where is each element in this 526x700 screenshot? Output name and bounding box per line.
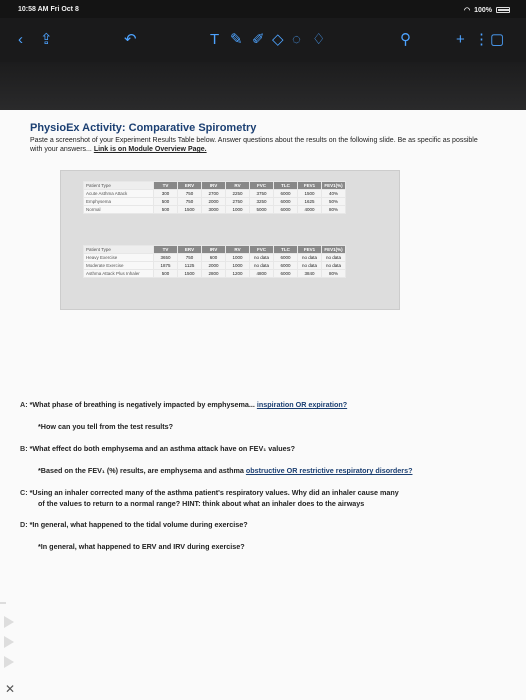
table-cell: 1500 — [178, 270, 202, 278]
table-cell: 6000 — [274, 254, 298, 262]
table-header-cell: FVC — [250, 246, 274, 254]
table-cell: 1000 — [226, 254, 250, 262]
table-cell: 1875 — [154, 262, 178, 270]
table-cell: 500 — [154, 270, 178, 278]
table-header-cell: Patient Type — [84, 182, 154, 190]
table-cell: 80% — [322, 270, 346, 278]
table-header-cell: FVC — [250, 182, 274, 190]
table-header-cell: RV — [226, 182, 250, 190]
table-cell: 6000 — [274, 198, 298, 206]
table-header-cell: FEV1 — [298, 182, 322, 190]
table-cell: 1125 — [178, 262, 202, 270]
table-cell: 50% — [322, 198, 346, 206]
results-table-1 — [83, 181, 346, 214]
table-cell: Heavy Exercise — [84, 254, 154, 262]
add-button[interactable]: + — [456, 31, 465, 48]
table-cell: Moderate Exercise — [84, 262, 154, 270]
table-cell: 1500 — [298, 190, 322, 198]
table-cell: 750 — [178, 190, 202, 198]
table-row — [84, 198, 346, 206]
question-emphasis: inspiration OR expiration? — [256, 400, 348, 409]
page-view-icon[interactable]: ▢ — [490, 31, 505, 48]
table-cell: 2800 — [202, 270, 226, 278]
question-item — [20, 400, 347, 409]
table-cell: 500 — [154, 198, 178, 206]
table-cell: 300 — [154, 190, 178, 198]
table-cell: Emphysema — [84, 198, 154, 206]
document-page — [0, 110, 526, 700]
table-cell: 750 — [178, 198, 202, 206]
question-text: *Based on the FEV₁ (%) results, are emphysema and asthma — [38, 466, 246, 475]
table-cell: 6000 — [274, 262, 298, 270]
table-cell: Asthma Attack Plus Inhaler — [84, 270, 154, 278]
table-cell: 4800 — [250, 270, 274, 278]
wifi-icon: ◠ — [463, 7, 471, 14]
table-cell: 2700 — [202, 190, 226, 198]
battery-icon — [496, 7, 510, 13]
table-cell: 6000 — [274, 190, 298, 198]
table-row — [84, 190, 346, 198]
question-item — [20, 520, 248, 529]
question-text: *In general, what happened to ERV and IRV during exercise? — [38, 542, 245, 551]
table-cell: 3750 — [250, 190, 274, 198]
location-pin-icon[interactable]: ⚲ — [400, 31, 411, 48]
table-header-cell: RV — [226, 246, 250, 254]
table-header-cell: TV — [154, 182, 178, 190]
table-cell: 40% — [322, 190, 346, 198]
question-item — [38, 422, 173, 431]
table-cell: 2750 — [226, 198, 250, 206]
question-label: B: — [20, 444, 30, 453]
table-cell: 2250 — [226, 190, 250, 198]
table-cell: 2000 — [202, 262, 226, 270]
table-cell: 2000 — [202, 198, 226, 206]
lasso-tool-icon[interactable]: ◌ — [292, 31, 301, 48]
table-header-cell: Patient Type — [84, 246, 154, 254]
table-cell: no data — [322, 262, 346, 270]
table-cell: 1000 — [226, 262, 250, 270]
table-cell: 3250 — [250, 198, 274, 206]
toolbar — [0, 18, 526, 62]
question-label: A: — [20, 400, 30, 409]
question-emphasis: obstructive OR restrictive respiratory disorders? — [245, 466, 413, 475]
table-cell: Normal — [84, 206, 154, 214]
table-row — [84, 206, 346, 214]
table-header-cell: ERV — [178, 182, 202, 190]
status-right — [464, 6, 510, 14]
results-table-2 — [83, 245, 346, 278]
question-text: *How can you tell from the test results? — [38, 422, 173, 431]
question-text: *What effect do both emphysema and an asthma attack have on FEV₁ values? — [29, 444, 295, 453]
table-cell: 3840 — [298, 270, 322, 278]
battery-percent: 100% — [474, 6, 492, 14]
table-cell: 3000 — [202, 206, 226, 214]
shapes-tool-icon[interactable]: ♢ — [312, 31, 326, 48]
table-cell: no data — [322, 254, 346, 262]
table-cell: 3650 — [154, 254, 178, 262]
undo-icon[interactable]: ↶ — [124, 31, 137, 48]
table-cell: 5000 — [250, 206, 274, 214]
table-header-cell: FEV1 — [298, 246, 322, 254]
table-cell: 1200 — [226, 270, 250, 278]
table-header-row — [84, 246, 346, 254]
table-cell: 6000 — [274, 206, 298, 214]
table-cell: 1500 — [178, 206, 202, 214]
question-item — [38, 499, 364, 508]
text-tool-icon[interactable]: T — [210, 31, 220, 48]
table-header-cell: IRV — [202, 246, 226, 254]
table-cell: Acute Asthma Attack — [84, 190, 154, 198]
more-icon[interactable]: ⋮ — [474, 31, 489, 48]
table-row — [84, 262, 346, 270]
top-shadow — [0, 62, 526, 110]
question-item — [38, 466, 412, 475]
table-header-cell: ERV — [178, 246, 202, 254]
question-item — [38, 542, 245, 551]
question-text: *In general, what happened to the tidal volume during exercise? — [29, 520, 248, 529]
table-header-cell: TLC — [274, 246, 298, 254]
table-cell: 1000 — [226, 206, 250, 214]
table-cell: 4000 — [298, 206, 322, 214]
table-cell: 1625 — [298, 198, 322, 206]
table-cell: no data — [250, 254, 274, 262]
status-bar — [0, 0, 526, 18]
question-label: D: — [20, 520, 30, 529]
question-label: C: — [20, 488, 30, 497]
table-cell: no data — [298, 254, 322, 262]
chevron-left-icon[interactable]: ‹ — [18, 31, 23, 48]
page-title: PhysioEx Activity: Comparative Spirometry — [30, 122, 257, 134]
table-header-cell: FEV1(%) — [322, 246, 346, 254]
table-cell: no data — [298, 262, 322, 270]
share-icon[interactable]: ⇪ — [40, 31, 53, 48]
eraser-tool-icon[interactable]: ◇ — [272, 31, 284, 48]
results-screenshot — [60, 170, 400, 310]
table-cell: 600 — [202, 254, 226, 262]
table-cell: 80% — [322, 206, 346, 214]
highlighter-tool-icon[interactable]: ✐ — [252, 31, 265, 48]
table-cell: 750 — [178, 254, 202, 262]
page-description: Paste a screenshot of your Experiment Results Table below. Answer questions about the results on the following slide. Be as specific as possible with your answers... Link is on Module Overview Page. — [30, 137, 478, 153]
question-text: *Using an inhaler corrected many of the asthma patient's respiratory values. Why did an inhaler cause many — [29, 488, 399, 497]
table-cell: no data — [250, 262, 274, 270]
table-header-cell: TV — [154, 246, 178, 254]
question-item — [20, 488, 399, 497]
table-row — [84, 270, 346, 278]
table-header-cell: FEV1(%) — [322, 182, 346, 190]
close-icon[interactable]: ✕ — [5, 682, 16, 696]
question-item — [20, 444, 295, 453]
table-cell: 6000 — [274, 270, 298, 278]
table-header-cell: TLC — [274, 182, 298, 190]
pen-tool-icon[interactable]: ✎ — [230, 31, 243, 48]
status-time: 10:58 AM Fri Oct 8 — [18, 6, 79, 13]
question-text: *What phase of breathing is negatively impacted by emphysema... — [29, 400, 257, 409]
table-cell: 500 — [154, 206, 178, 214]
table-header-cell: IRV — [202, 182, 226, 190]
table-header-row — [84, 182, 346, 190]
question-text: of the values to return to a normal range? HINT: think about what an inhaler does to the airways — [38, 499, 365, 508]
table-row — [84, 254, 346, 262]
